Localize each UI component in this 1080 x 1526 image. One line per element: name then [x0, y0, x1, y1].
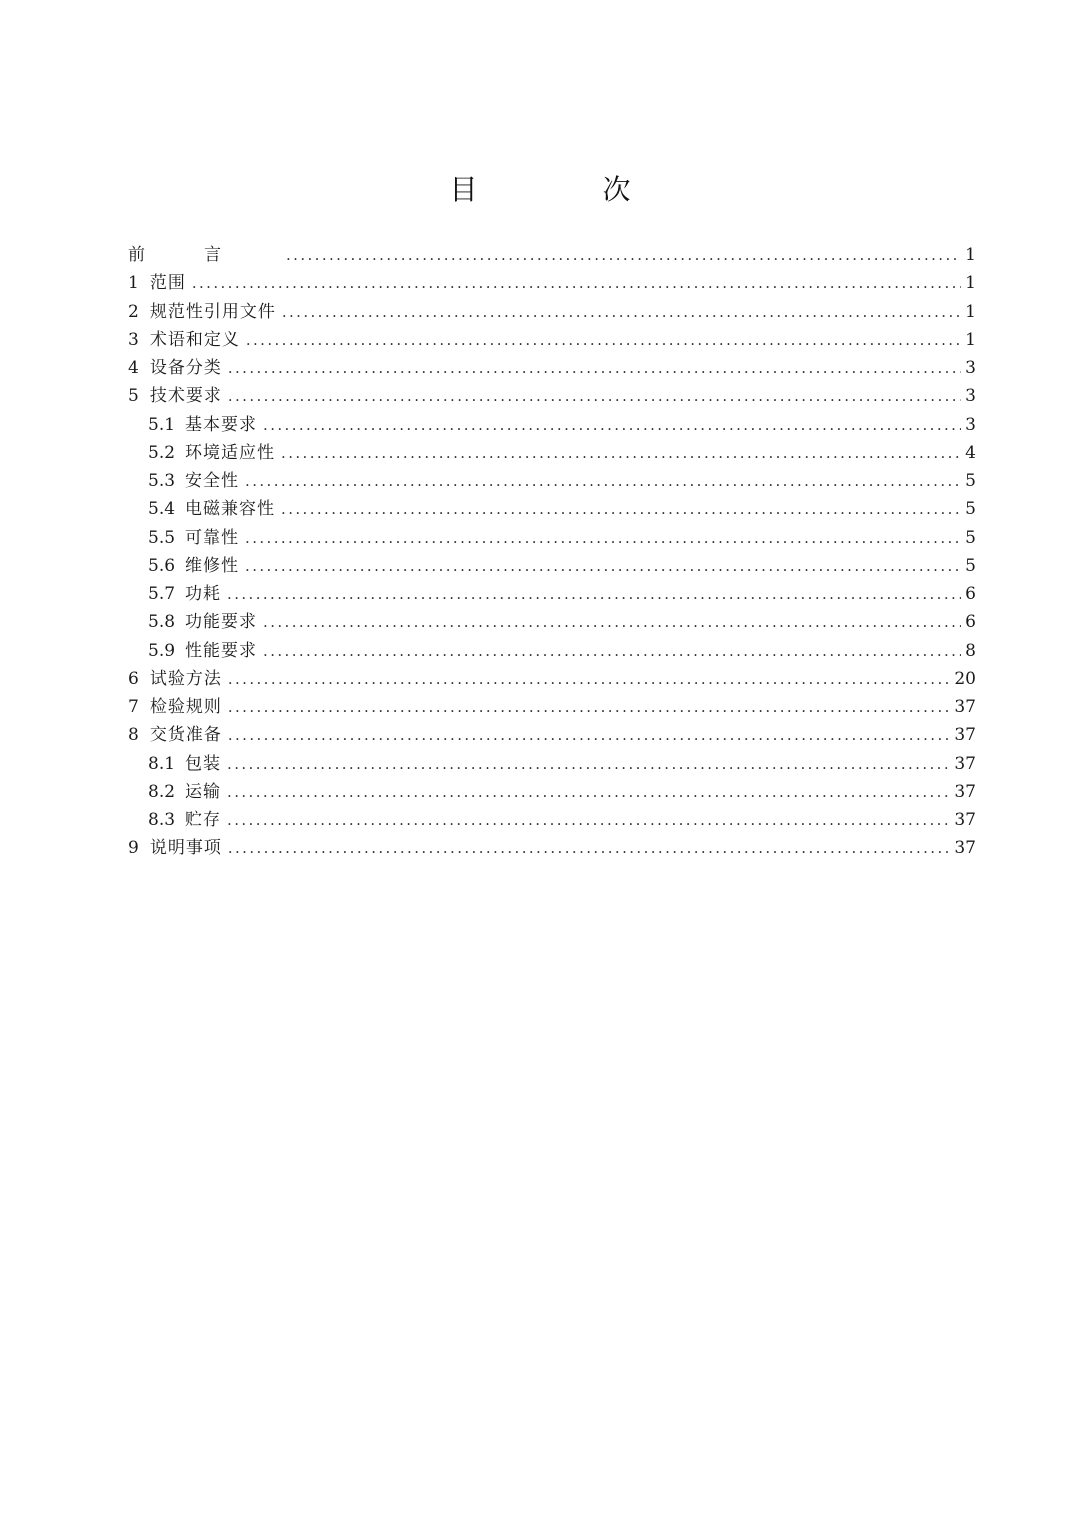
toc-entry-page-number: 5	[965, 499, 976, 520]
toc-entry-label: 规范性引用文件	[149, 301, 276, 322]
toc-entry-label: 电磁兼容性	[185, 499, 276, 520]
toc-entry[interactable]	[128, 778, 976, 806]
toc-entry-page-number: 3	[965, 414, 976, 435]
toc-entry[interactable]	[128, 580, 976, 608]
toc-dot-leader	[228, 665, 951, 693]
toc-entry-number: 3	[128, 329, 139, 350]
toc-entry[interactable]	[128, 411, 976, 439]
toc-entry-number: 5.6	[148, 555, 176, 576]
toc-dot-leader	[281, 439, 961, 467]
toc-entry-number: 1	[128, 273, 139, 294]
toc-dot-leader	[263, 637, 961, 665]
toc-dot-leader	[228, 693, 951, 721]
toc-entry-number: 5.8	[148, 612, 176, 633]
toc-entry-number: 5.9	[148, 640, 176, 661]
toc-entry-label: 交货准备	[149, 725, 222, 746]
toc-entry[interactable]	[128, 241, 976, 269]
toc-dot-leader	[246, 326, 961, 354]
toc-entry-page-number: 5	[965, 471, 976, 491]
toc-entry-label: 维修性	[185, 555, 240, 576]
toc-entry-page-number: 37	[954, 725, 976, 746]
toc-dot-leader	[245, 524, 961, 552]
toc-entry-number: 8.2	[148, 781, 176, 802]
toc-entry-page-number: 5	[965, 555, 976, 576]
toc-entry-label: 试验方法	[149, 668, 222, 689]
toc-entry-number: 4	[128, 358, 139, 378]
toc-entry-page-number: 20	[954, 668, 976, 689]
toc-entry-label: 运输	[185, 781, 222, 802]
toc-dot-leader	[227, 580, 961, 608]
toc-entry-number: 9	[128, 838, 139, 859]
toc-entry-page-number: 1	[965, 329, 976, 350]
toc-entry-page-number: 6	[965, 612, 976, 633]
toc-entry[interactable]	[128, 354, 976, 382]
toc-entry[interactable]	[128, 326, 976, 354]
toc-entry-label: 贮存	[185, 810, 222, 830]
toc-entry-label: 环境适应性	[185, 442, 276, 463]
toc-entry-number: 7	[128, 697, 139, 717]
toc-entry-page-number: 37	[954, 753, 976, 774]
toc-entry[interactable]	[128, 298, 976, 326]
toc-entry-label: 功耗	[185, 584, 222, 604]
toc-entry[interactable]	[128, 382, 976, 410]
toc-entry-label: 技术要求	[149, 386, 222, 407]
toc-entry-label: 包装	[185, 753, 222, 774]
toc-dot-leader	[282, 298, 961, 326]
toc-dot-leader	[281, 495, 961, 523]
toc-entry[interactable]	[128, 552, 976, 580]
toc-dot-leader	[227, 778, 950, 806]
toc-entry-label: 范围	[149, 273, 186, 294]
toc-entry-number: 5.5	[148, 527, 176, 548]
toc-entry[interactable]	[128, 806, 976, 834]
toc-entry[interactable]	[128, 495, 976, 523]
toc-entry-number: 5.7	[148, 584, 176, 604]
toc-dot-leader	[263, 411, 961, 439]
toc-entry[interactable]	[128, 721, 976, 749]
toc-entry-page-number: 37	[954, 838, 976, 859]
toc-entry-page-number: 8	[965, 640, 976, 661]
toc-entry[interactable]	[128, 524, 976, 552]
toc-entry-page-number: 37	[954, 810, 976, 830]
toc-entry-label: 可靠性	[185, 527, 240, 548]
toc-entry-page-number: 6	[965, 584, 976, 604]
toc-dot-leader	[263, 608, 961, 636]
toc-entry-number: 5.3	[148, 471, 176, 491]
toc-title: 目 次	[449, 173, 689, 206]
toc-entry-number: 5	[128, 386, 139, 407]
toc-dot-leader	[245, 467, 961, 495]
toc-entry-number: 8	[128, 725, 139, 746]
toc-entry-number: 2	[128, 301, 139, 322]
toc-entry-number: 8.3	[148, 810, 176, 830]
toc-entry-number: 5.4	[148, 499, 176, 520]
toc-entry-label: 设备分类	[149, 358, 222, 378]
toc-dot-leader	[228, 721, 951, 749]
toc-entry[interactable]	[128, 665, 976, 693]
toc-dot-leader	[227, 750, 950, 778]
toc-dot-leader	[286, 241, 961, 269]
toc-entry-page-number: 4	[965, 442, 976, 463]
toc-entry-page-number: 1	[965, 245, 976, 265]
toc-entry-page-number: 1	[965, 273, 976, 294]
toc-entry[interactable]	[128, 637, 976, 665]
toc-entry[interactable]	[128, 439, 976, 467]
toc-dot-leader	[228, 354, 961, 382]
table-of-contents	[128, 241, 976, 863]
toc-entry-page-number: 3	[965, 386, 976, 407]
toc-entry[interactable]	[128, 269, 976, 297]
toc-entry-page-number: 3	[965, 358, 976, 378]
toc-entry[interactable]	[128, 608, 976, 636]
toc-entry[interactable]	[128, 467, 976, 495]
toc-entry-page-number: 37	[954, 697, 976, 717]
toc-entry-page-number: 5	[965, 527, 976, 548]
toc-entry-label: 基本要求	[185, 414, 258, 435]
toc-entry-label: 说明事项	[149, 838, 222, 859]
toc-entry-number: 5.2	[148, 442, 176, 463]
toc-entry-page-number: 37	[954, 781, 976, 802]
toc-entry-number: 5.1	[148, 414, 176, 435]
toc-entry-label: 检验规则	[149, 697, 222, 717]
toc-entry-number: 8.1	[148, 753, 176, 774]
toc-entry-label: 安全性	[185, 471, 240, 491]
toc-dot-leader	[192, 269, 961, 297]
toc-entry-label: 功能要求	[185, 612, 258, 633]
toc-entry-label: 前言	[128, 245, 280, 265]
toc-entry-label: 性能要求	[185, 640, 258, 661]
toc-dot-leader	[245, 552, 961, 580]
toc-entry[interactable]	[128, 834, 976, 862]
toc-dot-leader	[228, 834, 951, 862]
toc-entry-number: 6	[128, 668, 139, 689]
toc-entry-label: 术语和定义	[149, 329, 240, 350]
toc-entry[interactable]	[128, 693, 976, 721]
toc-dot-leader	[228, 382, 961, 410]
toc-dot-leader	[227, 806, 950, 834]
toc-entry-page-number: 1	[965, 301, 976, 322]
toc-entry[interactable]	[128, 750, 976, 778]
